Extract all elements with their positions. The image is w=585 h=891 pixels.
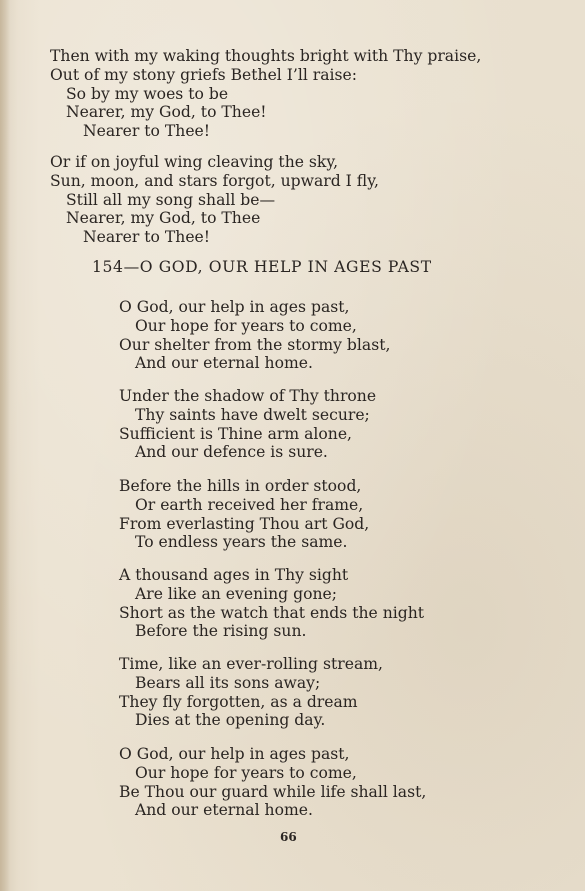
page-binding-shadow bbox=[0, 0, 10, 891]
hymn-stanza-6 bbox=[119, 745, 426, 820]
verse-line: And our eternal home. bbox=[135, 354, 313, 373]
hymn-stanza-3 bbox=[119, 477, 369, 552]
verse-line: Are like an evening gone; bbox=[135, 584, 337, 603]
verse-line: Or earth received her frame, bbox=[135, 495, 364, 514]
page-number: 66 bbox=[280, 830, 297, 844]
previous-hymn-stanza-2 bbox=[50, 153, 379, 247]
verse-line: O God, our help in ages past, bbox=[119, 745, 350, 763]
verse-line: To endless years the same. bbox=[135, 533, 348, 552]
verse-line: Sufficient is Thine arm alone, bbox=[119, 424, 353, 443]
verse-line: Out of my stony griefs Bethel I’ll raise: bbox=[50, 65, 358, 84]
verse-line: Still all my song shall be— bbox=[66, 190, 276, 209]
verse-line: From everlasting Thou art God, bbox=[119, 514, 370, 533]
verse-line: Our shelter from the stormy blast, bbox=[119, 335, 391, 354]
verse-line: Our hope for years to come, bbox=[135, 763, 357, 782]
hymn-title: 154—O GOD, OUR HELP IN AGES PAST bbox=[92, 258, 432, 276]
verse-line: Thy saints have dwelt secure; bbox=[135, 405, 370, 424]
verse-line: Nearer to Thee! bbox=[83, 228, 211, 247]
verse-line: Be Thou our guard while life shall last, bbox=[119, 782, 427, 801]
previous-hymn-stanza-1 bbox=[50, 47, 481, 141]
hymn-stanza-1 bbox=[119, 298, 390, 373]
verse-line: And our defence is sure. bbox=[135, 443, 328, 462]
verse-line: Before the hills in order stood, bbox=[119, 477, 362, 495]
verse-line: Short as the watch that ends the night bbox=[119, 603, 425, 622]
verse-line: Under the shadow of Thy throne bbox=[119, 387, 377, 405]
hymn-stanza-2 bbox=[119, 387, 376, 462]
verse-line: Our hope for years to come, bbox=[135, 316, 357, 335]
verse-line: Nearer to Thee! bbox=[83, 122, 211, 141]
verse-line: So by my woes to be bbox=[66, 84, 229, 103]
hymn-stanza-4 bbox=[119, 566, 424, 641]
verse-line: Sun, moon, and stars forgot, upward I fly, bbox=[50, 171, 379, 190]
verse-line: Bears all its sons away; bbox=[135, 673, 321, 692]
verse-line: Before the rising sun. bbox=[135, 622, 307, 641]
verse-line: Then with my waking thoughts bright with Thy praise, bbox=[50, 47, 482, 65]
verse-line: Nearer, my God, to Thee! bbox=[66, 103, 267, 122]
verse-line: Nearer, my God, to Thee bbox=[66, 209, 261, 228]
verse-line: Or if on joyful wing cleaving the sky, bbox=[50, 153, 339, 171]
verse-line: A thousand ages in Thy sight bbox=[119, 566, 349, 584]
verse-line: Time, like an ever-rolling stream, bbox=[119, 655, 383, 673]
verse-line: And our eternal home. bbox=[135, 801, 313, 820]
verse-line: O God, our help in ages past, bbox=[119, 298, 350, 316]
verse-line: Dies at the opening day. bbox=[135, 711, 326, 730]
hymn-stanza-5 bbox=[119, 655, 383, 730]
verse-line: They fly forgotten, as a dream bbox=[119, 692, 358, 711]
